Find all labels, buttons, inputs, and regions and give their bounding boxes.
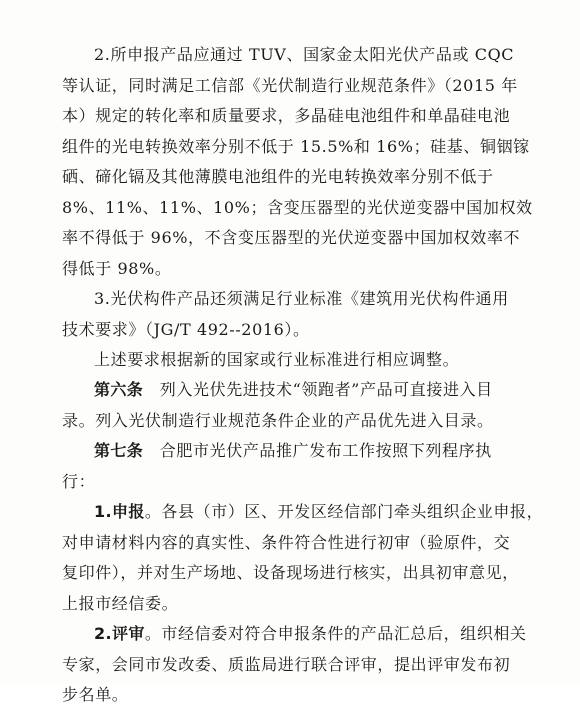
text-line: [62, 497, 544, 528]
text-line: 8%、11%、11%、10%；含变压器型的光伏逆变器中国加权效: [62, 197, 533, 217]
paragraph-adjustment-note: [62, 345, 532, 376]
text-line: 得低于 98%。: [62, 258, 172, 278]
text-line: 等认证，同时满足工信部《光伏制造行业规范条件》（2015 年: [62, 75, 518, 95]
step-text: 。各县（市）区、开发区经信部门牵头组织企业申报，: [144, 502, 544, 521]
step-2-review: [62, 619, 532, 711]
paragraph-item-2: [62, 40, 532, 284]
text-line: 3.光伏构件产品还须满足行业标准《建筑用光伏构件通用: [94, 289, 509, 308]
step-text: 。市经信委对符合申报条件的产品汇总后，组织相关: [144, 624, 527, 643]
text-line: 步名单。: [62, 685, 129, 704]
text-line: 率不得低于 96%，不含变压器型的光伏逆变器中国加权效率不: [62, 228, 521, 247]
text-line: 复印件），并对生产场地、设备现场进行核实，出具初审意见，: [62, 563, 519, 582]
step-1-application: [62, 497, 544, 619]
text-line: [62, 375, 532, 406]
step-heading: 2.评审: [94, 624, 145, 643]
text-line: 对申请材料内容的真实性、条件符合性进行初审（验原件，交: [62, 532, 511, 552]
article-text: 列入光伏先进技术“领跑者”产品可直接进入目: [143, 380, 493, 399]
text-line: 本）规定的转化率和质量要求，多晶硅电池组件和单晶硅电池: [62, 106, 511, 125]
paragraph-item-3: [62, 284, 532, 345]
text-line: 硒、碲化镉及其他薄膜电池组件的光电转换效率分别不低于: [62, 167, 494, 186]
article-heading: 第七条: [94, 441, 144, 460]
text-line: [62, 436, 532, 467]
text-line: 组件的光电转换效率分别不低于 15.5%和 16%；硅基、铜铟镓: [62, 136, 530, 156]
step-heading: 1.申报: [94, 502, 145, 521]
text-line: 2.所申报产品应通过 TUV、国家金太阳光伏产品或 CQC: [94, 45, 515, 64]
text-line: 技术要求》（JG/T 492--2016）。: [62, 319, 310, 339]
text-line: [62, 619, 532, 650]
article-text: 合肥市光伏产品推广发布工作按照下列程序执: [143, 441, 492, 460]
text-line: 上报市经信委。: [62, 593, 179, 613]
text-line: 录。列入光伏制造行业规范条件企业的产品优先进入目录。: [62, 410, 494, 430]
article-heading: 第六条: [94, 380, 144, 399]
text-line: 上述要求根据新的国家或行业标准进行相应调整。: [94, 350, 460, 369]
text-line: 行：: [62, 471, 96, 491]
article-6: [62, 375, 532, 436]
text-line: 专家，会同市发改委、质监局进行联合评审，提出评审发布初: [62, 654, 511, 674]
article-7: [62, 436, 532, 497]
